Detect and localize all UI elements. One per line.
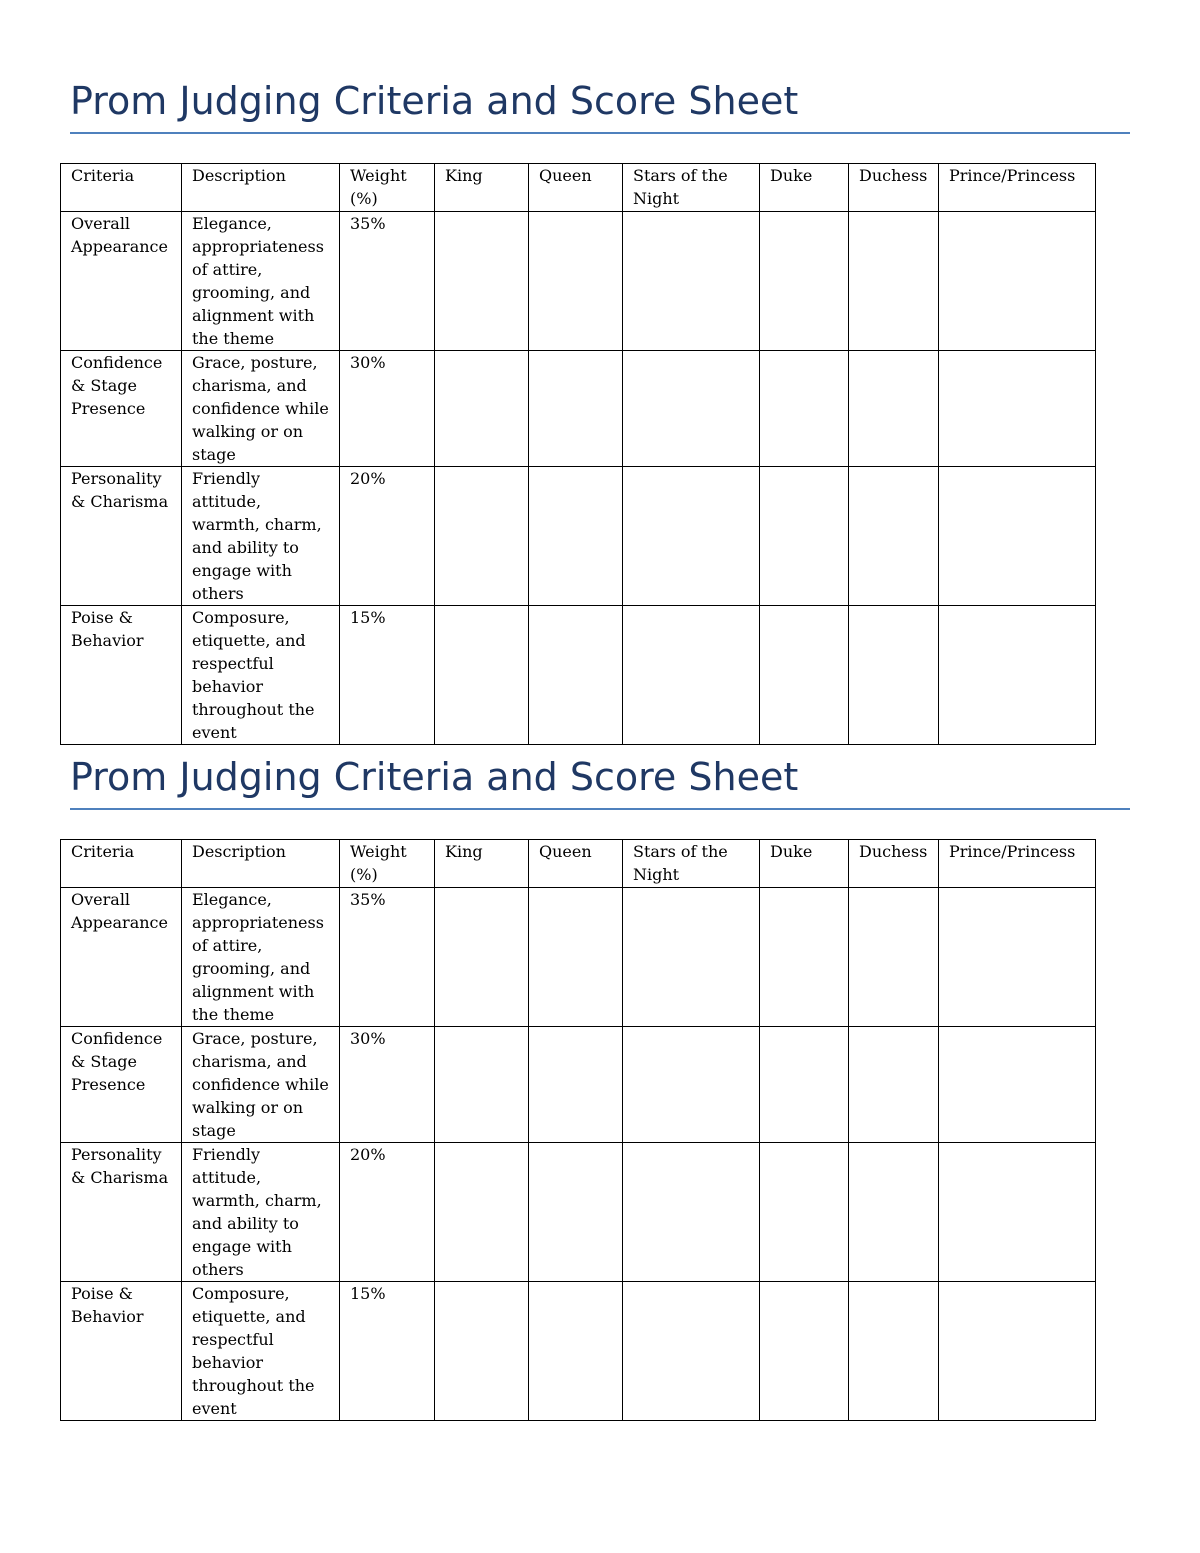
title-divider [70,808,1130,810]
score-cell-duke[interactable] [760,212,849,351]
criteria-cell: Personality & Charisma [61,1143,182,1282]
weight-cell: 35% [340,888,435,1027]
page-title: Prom Judging Criteria and Score Sheet [70,79,799,123]
score-cell-stars-of-the-night[interactable] [623,351,760,467]
score-cell-queen[interactable] [529,606,623,745]
score-cell-king[interactable] [435,1143,529,1282]
description-cell: Composure, etiquette, and respectful behavior throughout the event [182,606,340,745]
column-header-description: Description [182,164,340,212]
score-cell-prince-princess[interactable] [939,351,1096,467]
score-cell-queen[interactable] [529,212,623,351]
score-cell-duchess[interactable] [849,888,939,1027]
score-cell-duke[interactable] [760,606,849,745]
score-cell-prince-princess[interactable] [939,888,1096,1027]
page-title: Prom Judging Criteria and Score Sheet [70,755,799,799]
criteria-cell: Confidence & Stage Presence [61,351,182,467]
column-header-queen: Queen [529,840,623,888]
column-header-criteria: Criteria [61,164,182,212]
score-cell-king[interactable] [435,212,529,351]
score-cell-king[interactable] [435,467,529,606]
column-header-weight: Weight (%) [340,164,435,212]
score-cell-queen[interactable] [529,888,623,1027]
score-cell-prince-princess[interactable] [939,1282,1096,1421]
column-header-prince-princess: Prince/Princess [939,164,1096,212]
description-cell: Elegance, appropriateness of attire, grooming, and alignment with the theme [182,888,340,1027]
score-cell-prince-princess[interactable] [939,1143,1096,1282]
score-cell-king[interactable] [435,351,529,467]
score-cell-duke[interactable] [760,467,849,606]
table-header-row [61,164,1096,212]
table-row [61,1027,1096,1143]
score-cell-prince-princess[interactable] [939,606,1096,745]
column-header-duke: Duke [760,840,849,888]
score-cell-duchess[interactable] [849,1143,939,1282]
score-cell-duchess[interactable] [849,467,939,606]
score-cell-queen[interactable] [529,351,623,467]
table-row [61,1282,1096,1421]
column-header-queen: Queen [529,164,623,212]
column-header-description: Description [182,840,340,888]
table-row [61,467,1096,606]
score-cell-queen[interactable] [529,1027,623,1143]
weight-cell: 15% [340,1282,435,1421]
score-cell-king[interactable] [435,1282,529,1421]
score-cell-duke[interactable] [760,351,849,467]
column-header-king: King [435,164,529,212]
weight-cell: 30% [340,1027,435,1143]
column-header-criteria: Criteria [61,840,182,888]
score-cell-stars-of-the-night[interactable] [623,1143,760,1282]
score-cell-queen[interactable] [529,467,623,606]
score-cell-duke[interactable] [760,1143,849,1282]
score-cell-duke[interactable] [760,1282,849,1421]
score-cell-king[interactable] [435,888,529,1027]
table-row [61,606,1096,745]
score-cell-duchess[interactable] [849,606,939,745]
column-header-king: King [435,840,529,888]
score-cell-stars-of-the-night[interactable] [623,606,760,745]
title-divider [70,132,1130,134]
score-cell-queen[interactable] [529,1143,623,1282]
score-cell-stars-of-the-night[interactable] [623,888,760,1027]
score-cell-duchess[interactable] [849,212,939,351]
table-row [61,212,1096,351]
description-cell: Grace, posture, charisma, and confidence while walking or on stage [182,1027,340,1143]
description-cell: Friendly attitude, warmth, charm, and ability to engage with others [182,1143,340,1282]
score-cell-prince-princess[interactable] [939,1027,1096,1143]
score-cell-stars-of-the-night[interactable] [623,1027,760,1143]
score-table [60,163,1096,745]
score-cell-duke[interactable] [760,1027,849,1143]
score-cell-prince-princess[interactable] [939,467,1096,606]
table-row [61,351,1096,467]
criteria-cell: Overall Appearance [61,888,182,1027]
score-cell-stars-of-the-night[interactable] [623,467,760,606]
criteria-cell: Personality & Charisma [61,467,182,606]
score-cell-stars-of-the-night[interactable] [623,212,760,351]
column-header-duchess: Duchess [849,840,939,888]
score-table [60,839,1096,1421]
score-cell-duchess[interactable] [849,1282,939,1421]
weight-cell: 15% [340,606,435,745]
score-cell-duke[interactable] [760,888,849,1027]
score-cell-king[interactable] [435,606,529,745]
score-cell-duchess[interactable] [849,1027,939,1143]
column-header-duchess: Duchess [849,164,939,212]
column-header-prince-princess: Prince/Princess [939,840,1096,888]
column-header-stars-of-the-night: Stars of the Night [623,164,760,212]
score-cell-prince-princess[interactable] [939,212,1096,351]
column-header-stars-of-the-night: Stars of the Night [623,840,760,888]
criteria-cell: Overall Appearance [61,212,182,351]
weight-cell: 35% [340,212,435,351]
column-header-duke: Duke [760,164,849,212]
criteria-cell: Confidence & Stage Presence [61,1027,182,1143]
table-row [61,1143,1096,1282]
column-header-weight: Weight (%) [340,840,435,888]
table-row [61,888,1096,1027]
weight-cell: 30% [340,351,435,467]
description-cell: Elegance, appropriateness of attire, grooming, and alignment with the theme [182,212,340,351]
table-header-row [61,840,1096,888]
score-cell-stars-of-the-night[interactable] [623,1282,760,1421]
description-cell: Composure, etiquette, and respectful behavior throughout the event [182,1282,340,1421]
description-cell: Friendly attitude, warmth, charm, and ability to engage with others [182,467,340,606]
description-cell: Grace, posture, charisma, and confidence while walking or on stage [182,351,340,467]
criteria-cell: Poise & Behavior [61,606,182,745]
criteria-cell: Poise & Behavior [61,1282,182,1421]
score-cell-queen[interactable] [529,1282,623,1421]
weight-cell: 20% [340,467,435,606]
weight-cell: 20% [340,1143,435,1282]
score-cell-duchess[interactable] [849,351,939,467]
score-cell-king[interactable] [435,1027,529,1143]
